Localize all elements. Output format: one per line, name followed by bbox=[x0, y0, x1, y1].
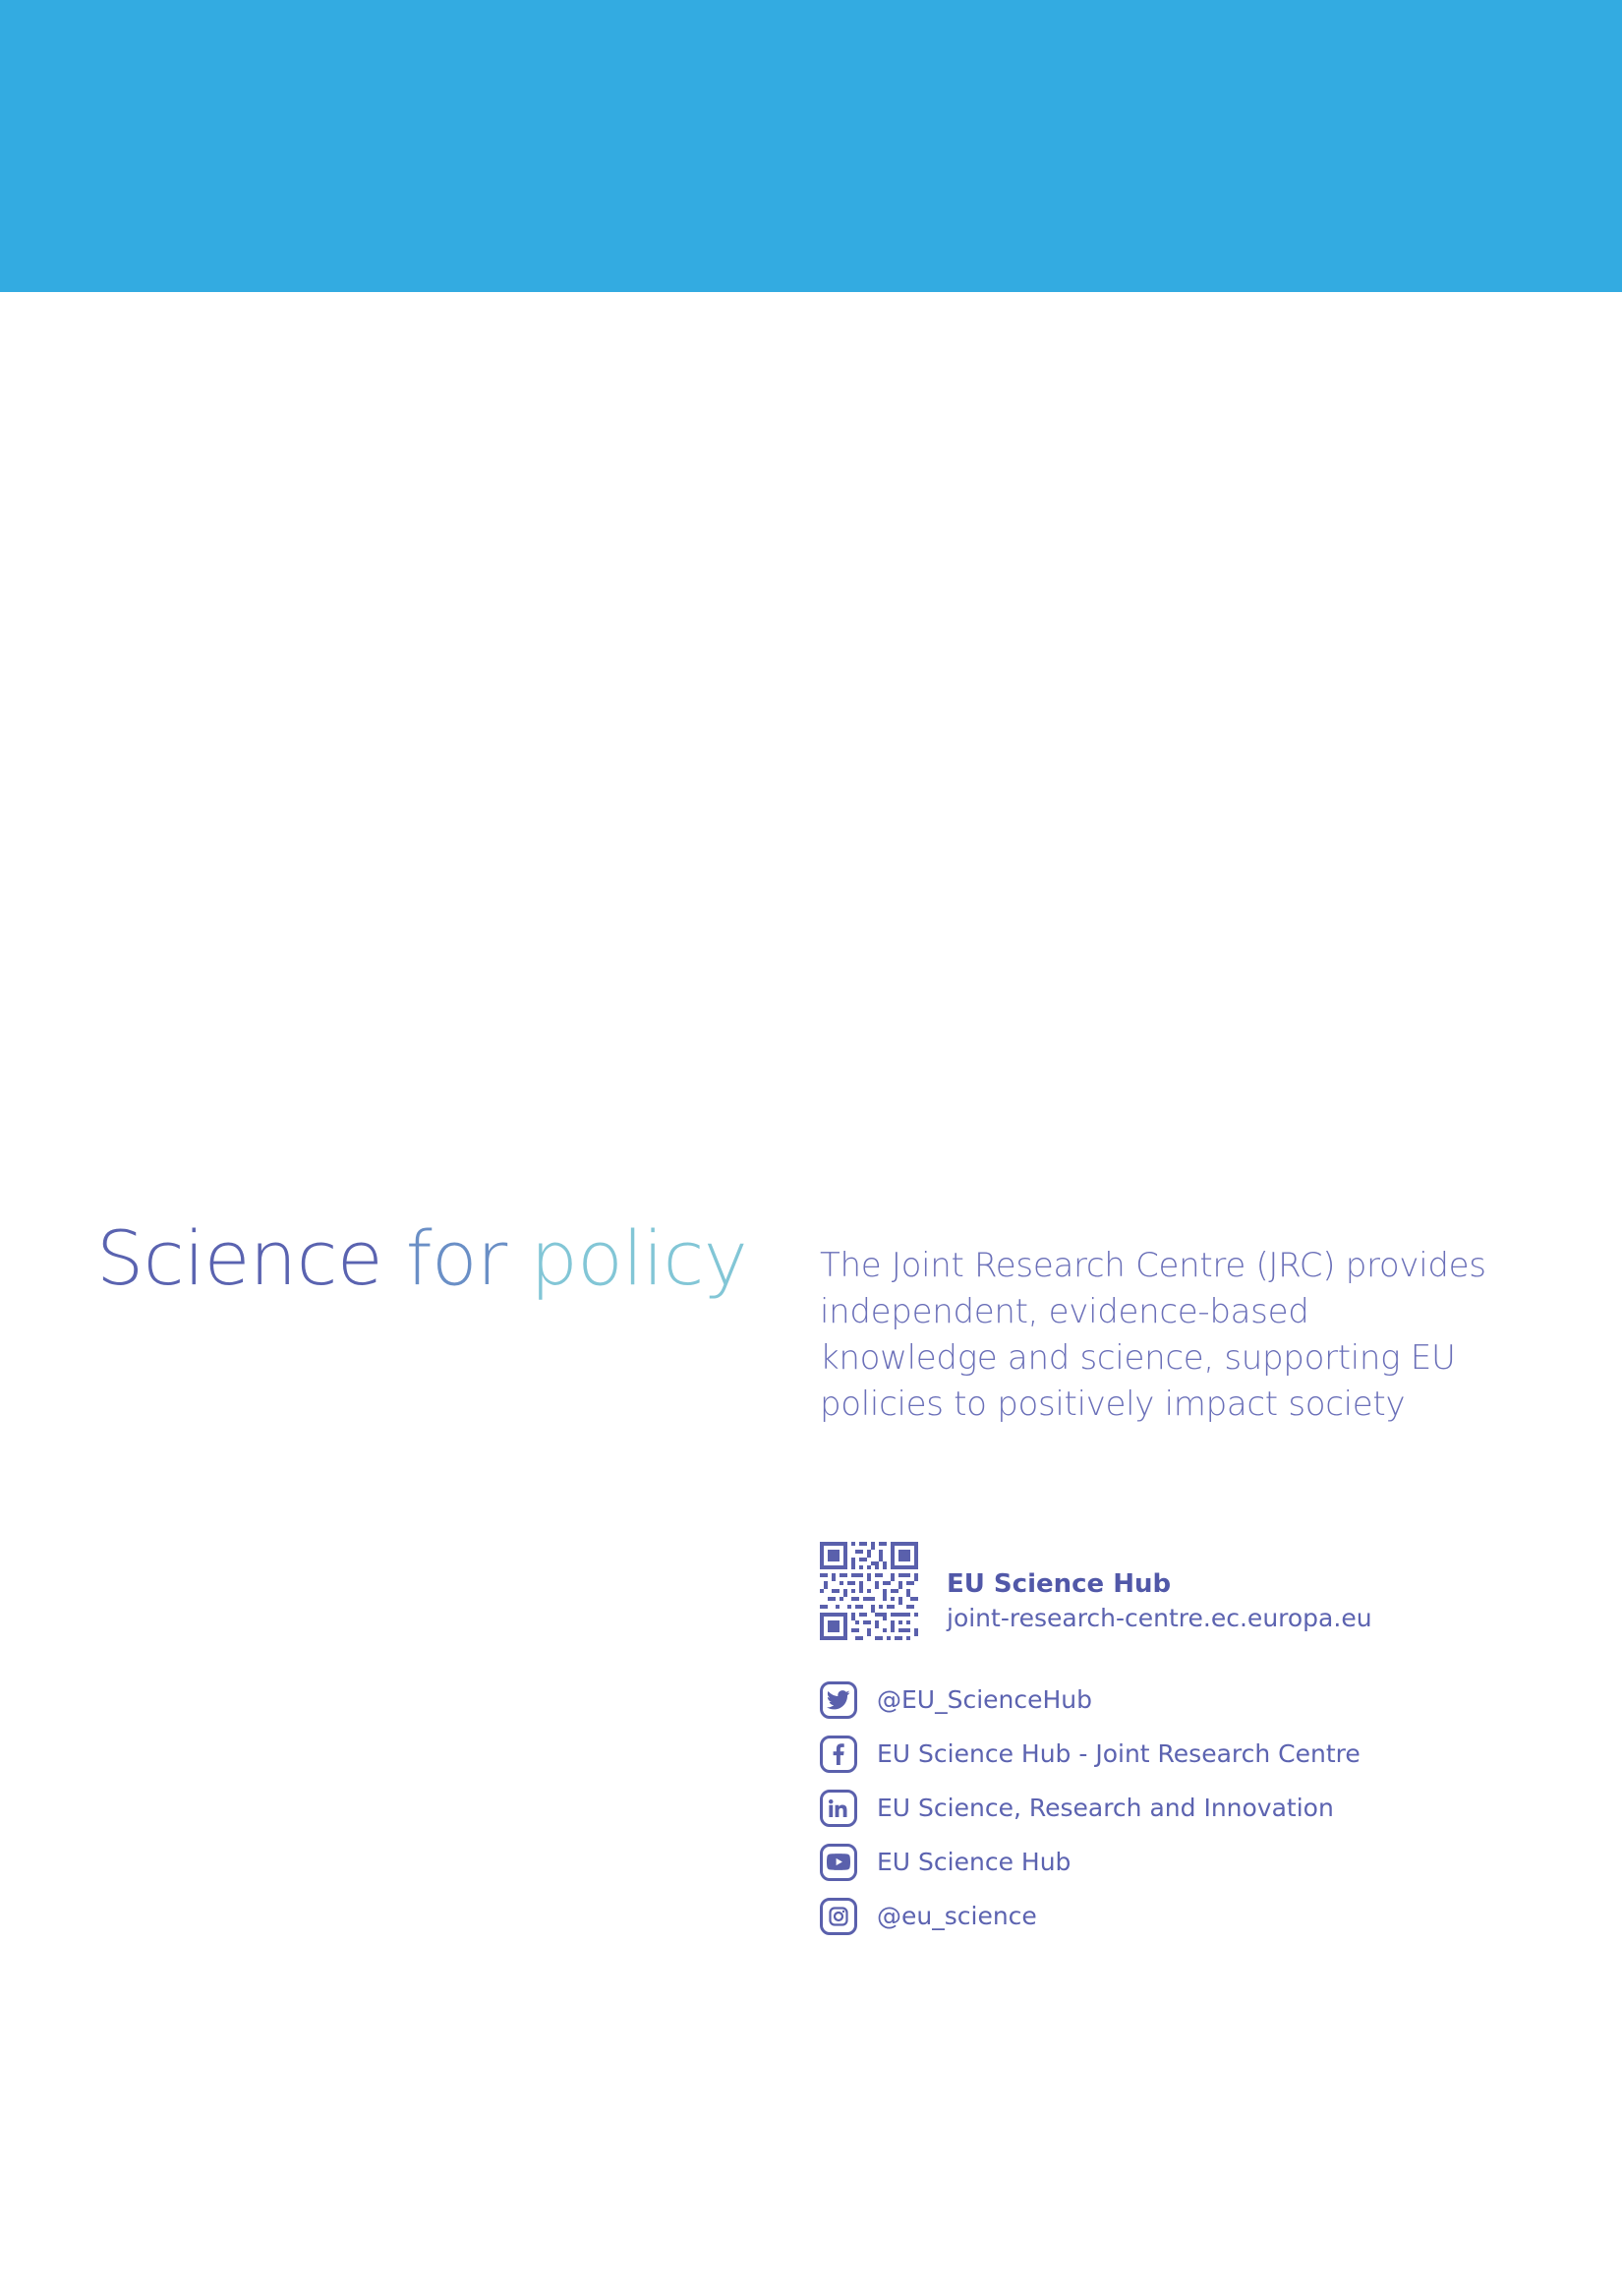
eu-science-hub-block bbox=[820, 1542, 1528, 1640]
social-link-facebook[interactable] bbox=[820, 1734, 1528, 1774]
social-label-twitter: @EU_ScienceHub bbox=[877, 1685, 1093, 1714]
tagline bbox=[96, 1215, 747, 1301]
social-label-facebook: EU Science Hub - Joint Research Centre bbox=[877, 1739, 1361, 1768]
tagline-word-for: for bbox=[405, 1214, 507, 1302]
social-label-instagram: @eu_science bbox=[877, 1902, 1037, 1930]
intro-paragraph: The Joint Research Centre (JRC) provides independent, evidence-based knowledge and science, supporting EU policies to positively impact society bbox=[820, 1246, 1486, 1424]
tagline-word-policy: policy bbox=[530, 1214, 748, 1302]
social-link-linkedin[interactable] bbox=[820, 1788, 1528, 1828]
social-link-twitter[interactable] bbox=[820, 1679, 1528, 1720]
hub-title: EU Science Hub bbox=[947, 1569, 1172, 1599]
social-link-youtube[interactable] bbox=[820, 1842, 1528, 1882]
instagram-icon bbox=[820, 1898, 857, 1935]
header-band bbox=[0, 0, 1622, 292]
tagline-word-science: Science bbox=[96, 1214, 383, 1302]
social-links-list bbox=[820, 1679, 1528, 1950]
social-label-youtube: EU Science Hub bbox=[877, 1848, 1072, 1876]
qr-code-icon[interactable] bbox=[820, 1542, 918, 1640]
social-link-instagram[interactable] bbox=[820, 1896, 1528, 1936]
linkedin-icon bbox=[820, 1790, 857, 1827]
facebook-icon bbox=[820, 1736, 857, 1773]
social-label-linkedin: EU Science, Research and Innovation bbox=[877, 1794, 1334, 1822]
twitter-icon bbox=[820, 1681, 857, 1719]
youtube-icon bbox=[820, 1844, 857, 1881]
hub-url-link[interactable]: joint-research-centre.ec.europa.eu bbox=[947, 1604, 1372, 1632]
